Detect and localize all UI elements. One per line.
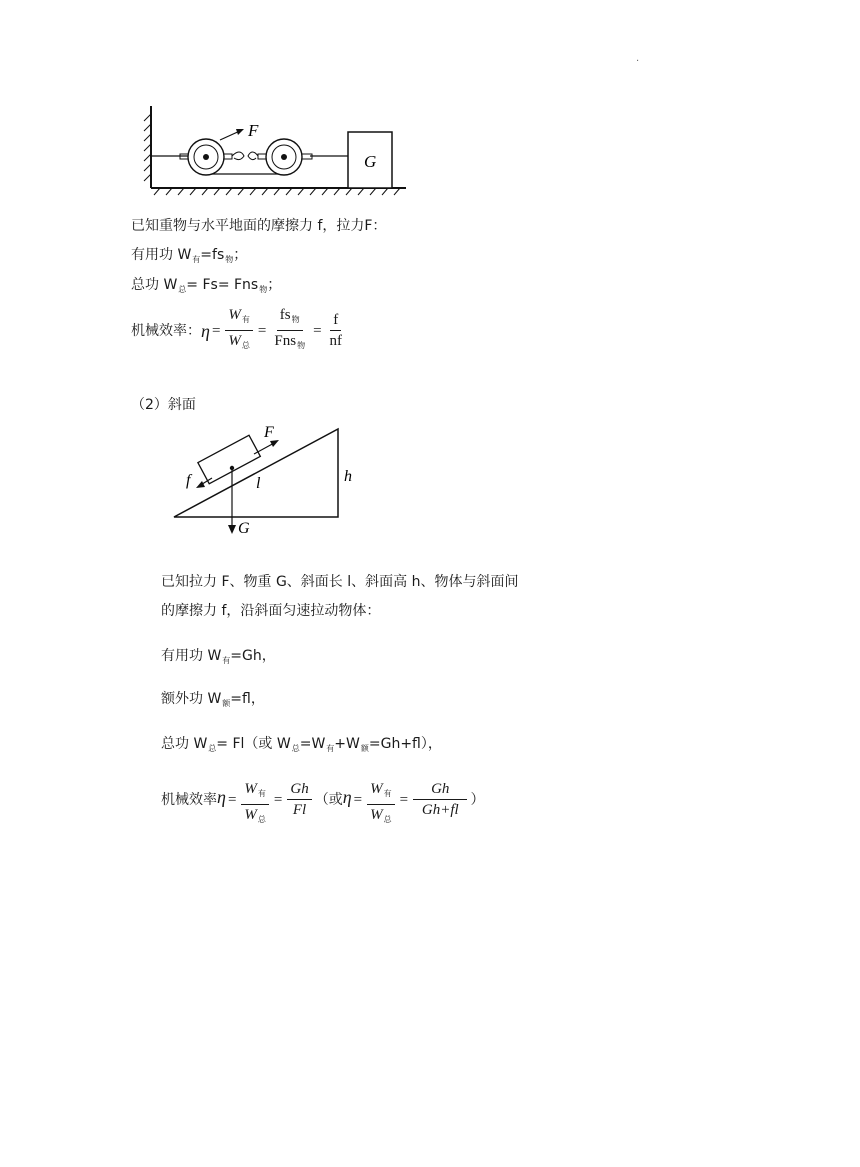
force-label: F xyxy=(248,121,259,140)
height-label: h xyxy=(344,468,352,485)
friction-label: f xyxy=(186,472,191,489)
known-conditions-1: 已知重物与水平地面的摩擦力 f，拉力F： xyxy=(131,218,387,234)
efficiency-2: 机械效率 η = $\frac{W_有}{W_总}$ = $\frac{Gh}{Fl}$ （或 η = $\frac{W_有}{W_总}$ = $\frac{Gh}{Gh+fl}$ ） xyxy=(161,778,561,826)
incline-weight-label: G xyxy=(238,520,250,537)
fraction-useful-over-total: $\frac{W_有}{W_总}$ xyxy=(225,306,253,355)
fraction-gh-over-gh-plus-fl: $\frac{Gh}{Gh+fl}$ xyxy=(413,780,467,819)
incline-diagram xyxy=(168,420,368,540)
efficiency-1: 机械效率： η = $\frac{W_有}{W_总}$ = $\frac{fs_物}{Fns_物}$ = $\frac{f}{nf}$ xyxy=(131,306,348,355)
efficiency-2-clip xyxy=(161,778,561,826)
fraction-fs-over-fns: $\frac{fs_物}{Fns_物}$ xyxy=(274,307,306,350)
incline-force-label: F xyxy=(264,424,274,441)
fraction-gh-over-fl: $\frac{Gh}{Fl}$ xyxy=(287,780,311,819)
page-marker: · xyxy=(636,56,640,67)
weight-label: G xyxy=(364,152,377,171)
length-label: l xyxy=(256,475,261,492)
useful-work-2: 有用功 $W_有=Gh$， xyxy=(161,648,276,665)
total-work-1: 总功 $W_总= Fs= Fns_物$； xyxy=(131,277,282,294)
useful-work-1: 有用功 $W_有=fs_物$； xyxy=(131,247,248,264)
fraction-alt-w-useful-over-w-total: $\frac{W_有}{W_总}$ xyxy=(367,780,395,826)
total-work-2: 总功 $W_总= Fl$（或 $W_总=W_有+W_额=Gh+fl$）， xyxy=(161,736,442,753)
extra-work-2: 额外功 $W_额=fl$， xyxy=(161,691,265,708)
fraction-f-over-nf: $\frac{f}{nf}$ xyxy=(329,312,343,349)
pulley-diagram xyxy=(140,104,410,196)
known-conditions-2-line2: 的摩擦力 f，沿斜面匀速拉动物体： xyxy=(161,603,381,619)
known-conditions-2-line1: 已知拉力 F、物重 G、斜面长 l、斜面高 h、物体与斜面间 xyxy=(161,574,519,590)
fraction-w-useful-over-w-total: $\frac{W_有}{W_总}$ xyxy=(241,780,269,826)
section-heading-incline: （2）斜面 xyxy=(131,397,196,413)
